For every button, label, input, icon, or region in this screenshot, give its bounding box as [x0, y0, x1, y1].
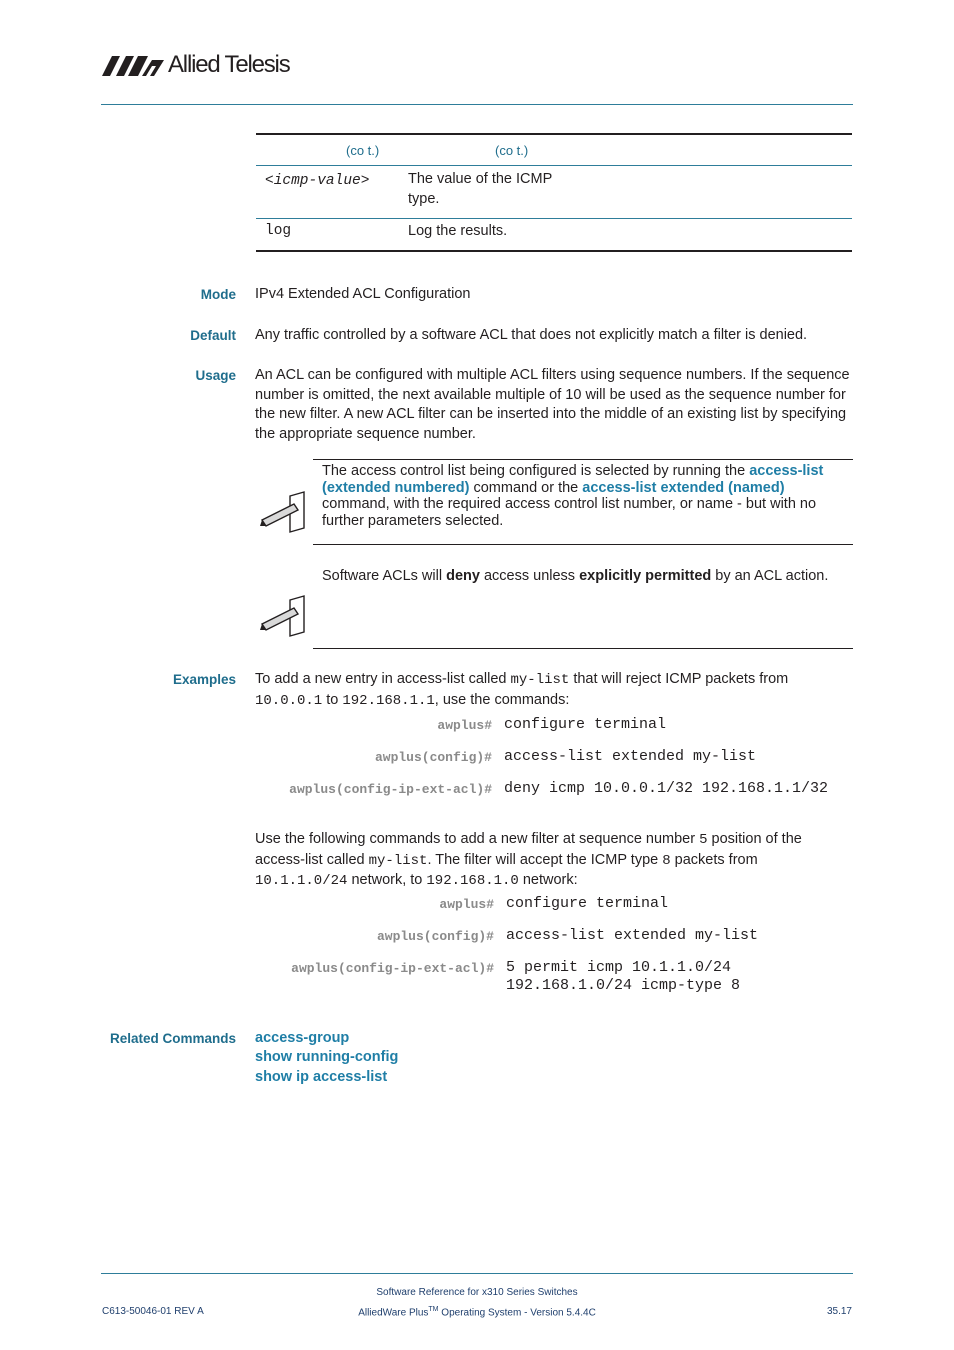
cli-command: configure terminal [506, 895, 669, 912]
mode-text: IPv4 Extended ACL Configuration [255, 286, 471, 302]
note-text: The access control list being configured is selected by running the access-list (extended numbered) command or the access-list extended (named) command, with the required access control list number, or name - but with no further parameters selected. [322, 463, 824, 529]
table-row-param: log [265, 223, 292, 239]
table-row-desc: Log the results. [408, 223, 508, 239]
cli-prompt: awplus(config)# [374, 750, 492, 765]
brand-name: Allied Telesis [168, 51, 290, 78]
usage-text: An ACL can be configured with multiple ACL filters using sequence numbers. If the sequence number is omitted, the next available multiple of 10 will be used as the sequence number for the new filter. A new ACL filter can be inserted into the middle of an existing list by specifying the appropriate sequence number. [255, 367, 850, 442]
examples-label: Examples [172, 672, 236, 687]
mode-label: Mode [200, 287, 236, 302]
footer-rule [101, 1273, 853, 1274]
example2-intro: Use the following commands to add a new filter at sequence number 5 position of the access-list called my-list. The filter will accept the ICMP type 8 packets from 10.1.1.0/24 network, to 192.168.1.0 network: [255, 831, 802, 889]
table-row-desc: The value of the ICMP type. [408, 171, 553, 207]
note-pencil-icon [260, 594, 308, 638]
related-commands-label: Related Commands [109, 1031, 236, 1046]
link-access-list-extended-numbered[interactable]: access-list (extended numbered) [322, 463, 824, 496]
allied-telesis-logo-icon [102, 54, 164, 76]
note-bottom-rule [313, 648, 853, 649]
default-text: Any traffic controlled by a software ACL that does not explicitly match a filter is denied. [255, 327, 808, 343]
note-bottom-rule [313, 544, 853, 545]
link-access-list-extended-named[interactable]: access-list extended (named) [582, 479, 785, 496]
footer-doc-id: C613-50046-01 REV A [102, 1306, 204, 1317]
cli-command: access-list extended my-list [506, 927, 759, 944]
note-text: Software ACLs will deny access unless explicitly permitted by an ACL action. [322, 568, 829, 584]
cli-prompt: awplus(config-ip-ext-acl)# [289, 782, 492, 797]
table-header-description: (co t.) [495, 143, 529, 158]
usage-label: Usage [195, 368, 236, 383]
related-link-show-running-config[interactable]: show running-config [255, 1049, 399, 1065]
table-header-rule [256, 165, 852, 166]
note-top-rule [313, 459, 853, 460]
table-header-parameter: (co t.) [346, 143, 380, 158]
cli-prompt: awplus# [439, 897, 494, 912]
cli-prompt: awplus(config-ip-ext-acl)# [291, 961, 494, 976]
example1-intro: To add a new entry in access-list called my-list that will reject ICMP packets from 10.0.0.1 to 192.168.1.1, use the commands: [255, 671, 789, 709]
footer-os: AlliedWare Plus™ Operating System - Version 5.4.4C [358, 1306, 596, 1319]
cli-prompt: awplus(config)# [376, 929, 494, 944]
brand-logo [102, 50, 290, 80]
cli-prompt: awplus# [437, 718, 492, 733]
cli-command: 5 permit icmp 10.1.1.0/24 [506, 959, 732, 976]
default-label: Default [190, 328, 236, 343]
cli-command-continued: 192.168.1.0/24 icmp-type 8 [506, 977, 741, 994]
note-pencil-icon [260, 490, 308, 534]
footer-title: Software Reference for x310 Series Switches [376, 1287, 578, 1298]
related-link-show-ip-access-list[interactable]: show ip access-list [255, 1069, 388, 1085]
table-row-param: <icmp-value> [265, 173, 370, 189]
related-link-access-group[interactable]: access-group [255, 1030, 350, 1046]
table-row-rule [256, 218, 852, 219]
cli-command: deny icmp 10.0.0.1/32 192.168.1.1/32 [504, 780, 829, 797]
cli-command: configure terminal [504, 716, 667, 733]
header-rule [101, 104, 853, 105]
cli-command: access-list extended my-list [504, 748, 757, 765]
footer-page-number: 35.17 [826, 1306, 852, 1317]
table-bottom-border [256, 250, 852, 252]
table-top-border [256, 133, 852, 135]
